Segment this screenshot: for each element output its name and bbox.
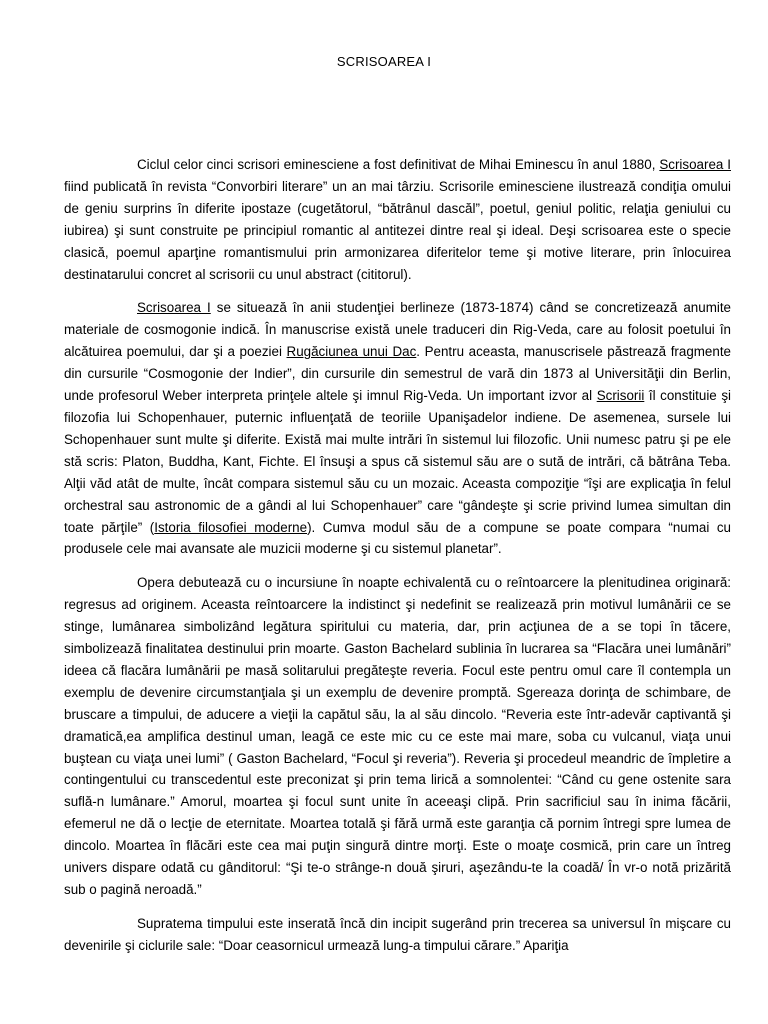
text-run: se situează în anii studenţiei berlineze (1873-1874) când se concretizează anumite materiale de cosmogonie indică. În manuscrise există unele traduceri din Rig-Veda, care au folosit poetului în alcătuirea poemului, dar şi a poeziei [64,300,731,360]
document-body [64,154,731,969]
text-run: îl constituie şi filozofia lui Schopenhauer, puternic influenţată de teoriile Upanişadelor indiene. De asemenea, sursele lui Schopenhauer sunt multe şi diferite. Există mai multe intrări în sistemul lui filozofic. Unii numesc patru şi pe ele stă scris: Platon, Buddha, Kant, Fichte. El însuşi a spus că sistemul său are o sută de intrări, că bătrâna Teba. Alţii văd atât de multe, încât compara sistemul său cu un mozaic. Aceasta compoziţie “îşi are explicaţia în felul orchestral sau astronomic de a gândi al lui Schopenhauer” care “gândeşte şi scrie privind lumea simultan din toate părţile” ( [64,388,731,535]
text-run: ). Cumva modul său de a compune se poate compara “numai cu produsele cele mai avansate ale muzicii moderne şi cu sistemul planetar”. [64,519,731,557]
paragraph [64,154,731,285]
underlined-title: Scrisorii [596,388,645,404]
underlined-title: Rugăciunea unui Dac [286,344,417,360]
paragraph [64,297,731,560]
text-run: Ciclul celor cinci scrisori eminesciene a fost definitivat de Mihai Eminescu în anul 1880, [137,157,660,172]
underlined-title: Scrisoarea I [659,157,731,172]
text-run: fiind publicată în revista “Convorbiri literare” un an mai târziu. Scrisorile eminesciene ilustrează condiţia omului de geniu surprins în diferite ipostaze (cugetătorul, “bătrânul dascăl”, poetul, geniul politic, relaţia geniului cu iubirea) şi sunt construite pe principiul romantic al antitezei dintre real şi ideal. Deşi scrisoarea este o specie clasică, poemul aparţine romantismului prin armonizarea diferitelor teme şi motive literare, prin înlocuirea destinatarului concret al scrisorii cu unul abstract (cititorul). [64,178,731,282]
paragraph [64,572,731,901]
paragraph [64,913,731,957]
page-title: SCRISOAREA I [336,54,432,69]
text-run: . Pentru aceasta, manuscrisele păstrează fragmente din cursurile “Cosmogonie der Indier”, din cursurile din semestrul de vară din 1873 al Universităţii din Berlin, unde profesorul Weber interpreta prinţele altele şi imnul Rig-Veda. Un important izvor al [64,344,731,404]
text-run: Supratema timpului este inserată încă din incipit sugerând prin trecerea sa universul în mişcare cu devenirile şi ciclurile sale: “Doar ceasornicul urmează lung-a timpului cărare.” Apariţia [64,915,731,953]
underlined-title: Istoria filosofiei moderne [154,519,308,535]
text-run: Opera debutează cu o incursiune în noapte echivalentă cu o reîntoarcere la plenitudinea originară: regresus ad originem. Aceasta reîntoarcere la indistinct şi nedefinit se realizează prin motivul lumânării ce se stinge, lumânarea simbolizând legătura spiritului cu materia, dar, prin acţiunea de a se topi în tăcere, simbolizează finalitatea destinului prin moarte. Gaston Bachelard sublinia în lucrarea sa “Flacăra unei lumânări” ideea că flacăra lumânării pe masă solitarului pregăteşte reveria. Focul este pentru omul care îl contempla un exemplu de devenire circumstanţiala şi un exemplu de devenire promptă. Sgereaza dorinţa de schimbare, de bruscare a timpului, de aducere a vieţii la capătul său, la al său dincolo. “Reveria este într-adevăr captivantă şi dramatică,ea amplifica destinul uman, leagă ce este mic cu ce este mai mare, soba cu vulcanul, viaţa unui buştean cu viaţa unei lumi” ( Gaston Bachelard, “Focul şi reveria”). Reveria şi procedeul meandric de împletire a contingentului cu transcedentul este preconizat şi prin tema lirică a somnolentei: “Când cu gene ostenite sara suflă-n lumânare.” Amorul, moartea şi focul sunt unite în aceeaşi clipă. Prin sacrificiul sau în inima făcării, efemerul ne dă o lecţie de eternitate. Moartea totală şi fără urmă este garanţia că pornim întregi spre lumea de dincolo. Moartea în flăcări este cea mai puţin singură dintre morţi. Este o moaţe cosmică, prin care un întreg univers dispare odată cu gânditorul: “Şi te-o strânge-n două şiruri, aşezându-te la coadă/ În vr-o notă prizărită sub o pagină neroadă.” [64,575,731,897]
underlined-title: Scrisoarea I [137,300,211,316]
